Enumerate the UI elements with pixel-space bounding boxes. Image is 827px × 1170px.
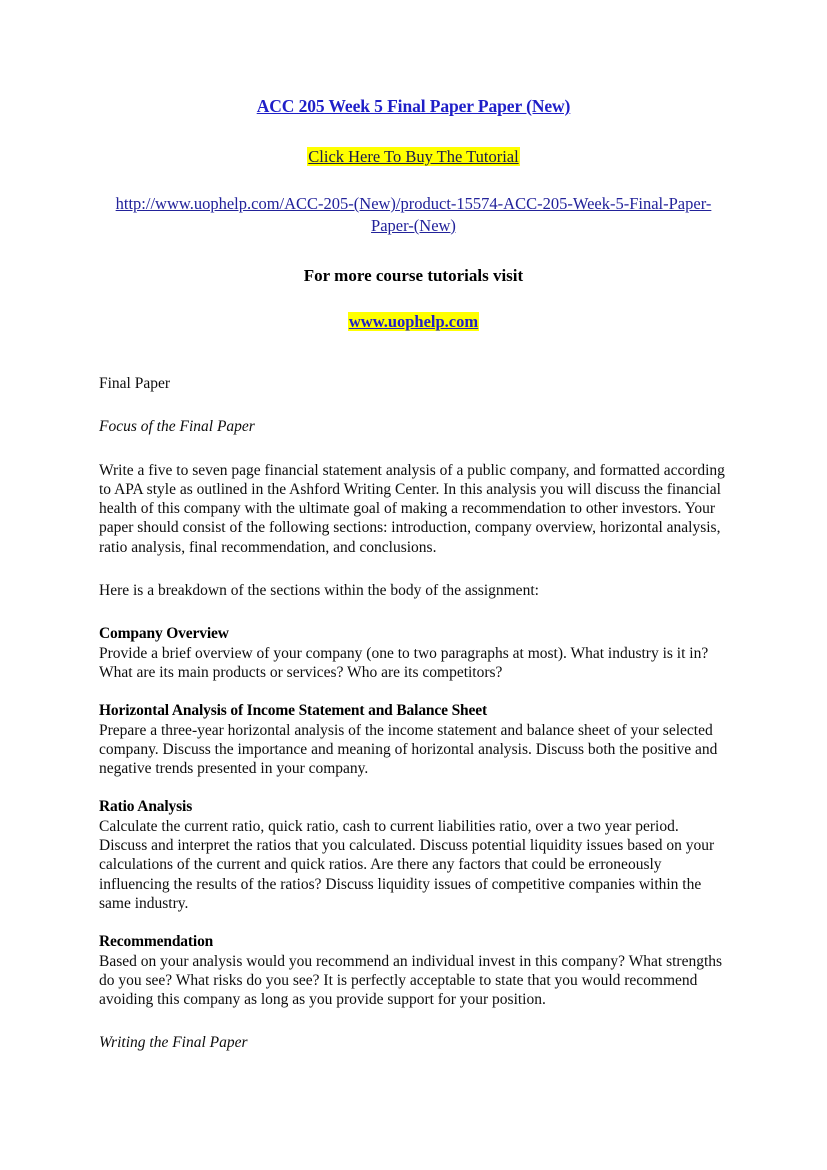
page-title: ACC 205 Week 5 Final Paper Paper (New)	[256, 96, 571, 116]
section-text-horizontal-analysis: Prepare a three-year horizontal analysis of the income statement and balance sheet of your selected company. Discuss the importance and meaning of horizontal analysis. Discuss both the positive and negative trends presented in your company.	[99, 721, 718, 778]
focus-subheading: Focus of the Final Paper	[99, 418, 255, 436]
writing-final-paper-subheading: Writing the Final Paper	[99, 1034, 248, 1052]
section-heading-recommendation: Recommendation	[99, 933, 214, 951]
spacer	[99, 437, 729, 461]
site-url-link[interactable]: www.uophelp.com	[348, 311, 479, 331]
spacer	[99, 682, 729, 701]
section-heading-horizontal-analysis: Horizontal Analysis of Income Statement and Balance Sheet	[99, 702, 487, 720]
product-url-link[interactable]: http://www.uophelp.com/ACC-205-(New)/product-15574-ACC-205-Week-5-Final-Paper-Paper-(New)	[115, 194, 712, 235]
visit-prompt-text: For more course tutorials visit	[303, 265, 524, 285]
spacer	[99, 600, 729, 624]
intro-paragraph: Write a five to seven page financial statement analysis of a public company, and formatted according to APA style as outlined in the Ashford Writing Center. In this analysis you will discuss the financial health of this company with the ultimate goal of making a recommendation to other investors. Your paper should consist of the following sections: introduction, company overview, horizontal analysis, ratio analysis, final recommendation, and conclusions.	[99, 461, 725, 556]
breakdown-line: Here is a breakdown of the sections within the body of the assignment:	[99, 582, 539, 600]
section-text-ratio-analysis: Calculate the current ratio, quick ratio, cash to current liabilities ratio, over a two year period. Discuss and interpret the ratios that you calculated. Discuss potential liquidity issues based on your calculations of the current and quick ratios. Are there any factors that could be erroneously influencing the results of the ratios? Discuss liquidity issues of competitive companies within the same industry.	[99, 817, 715, 912]
document-body	[99, 374, 729, 1053]
section-heading-company-overview: Company Overview	[99, 625, 229, 643]
buy-tutorial-line	[99, 118, 728, 167]
final-paper-heading: Final Paper	[99, 375, 171, 392]
buy-tutorial-link[interactable]: Click Here To Buy The Tutorial	[308, 146, 519, 166]
spacer	[99, 913, 729, 932]
spacer	[99, 557, 729, 581]
section-text-recommendation: Based on your analysis would you recommend an individual invest in this company? What strengths do you see? What risks do you see? It is perfectly acceptable to state that you would recommend avoiding this company as long as you provide support for your position.	[99, 952, 723, 1009]
section-text-company-overview: Provide a brief overview of your company (one to two paragraphs at most). What industry is it in? What are its main products or services? Who are its competitors?	[99, 644, 709, 681]
section-heading-ratio-analysis: Ratio Analysis	[99, 798, 193, 816]
site-url-line	[99, 286, 728, 332]
spacer	[99, 778, 729, 797]
document-header	[99, 96, 728, 332]
spacer	[99, 1009, 729, 1033]
spacer	[99, 393, 729, 417]
